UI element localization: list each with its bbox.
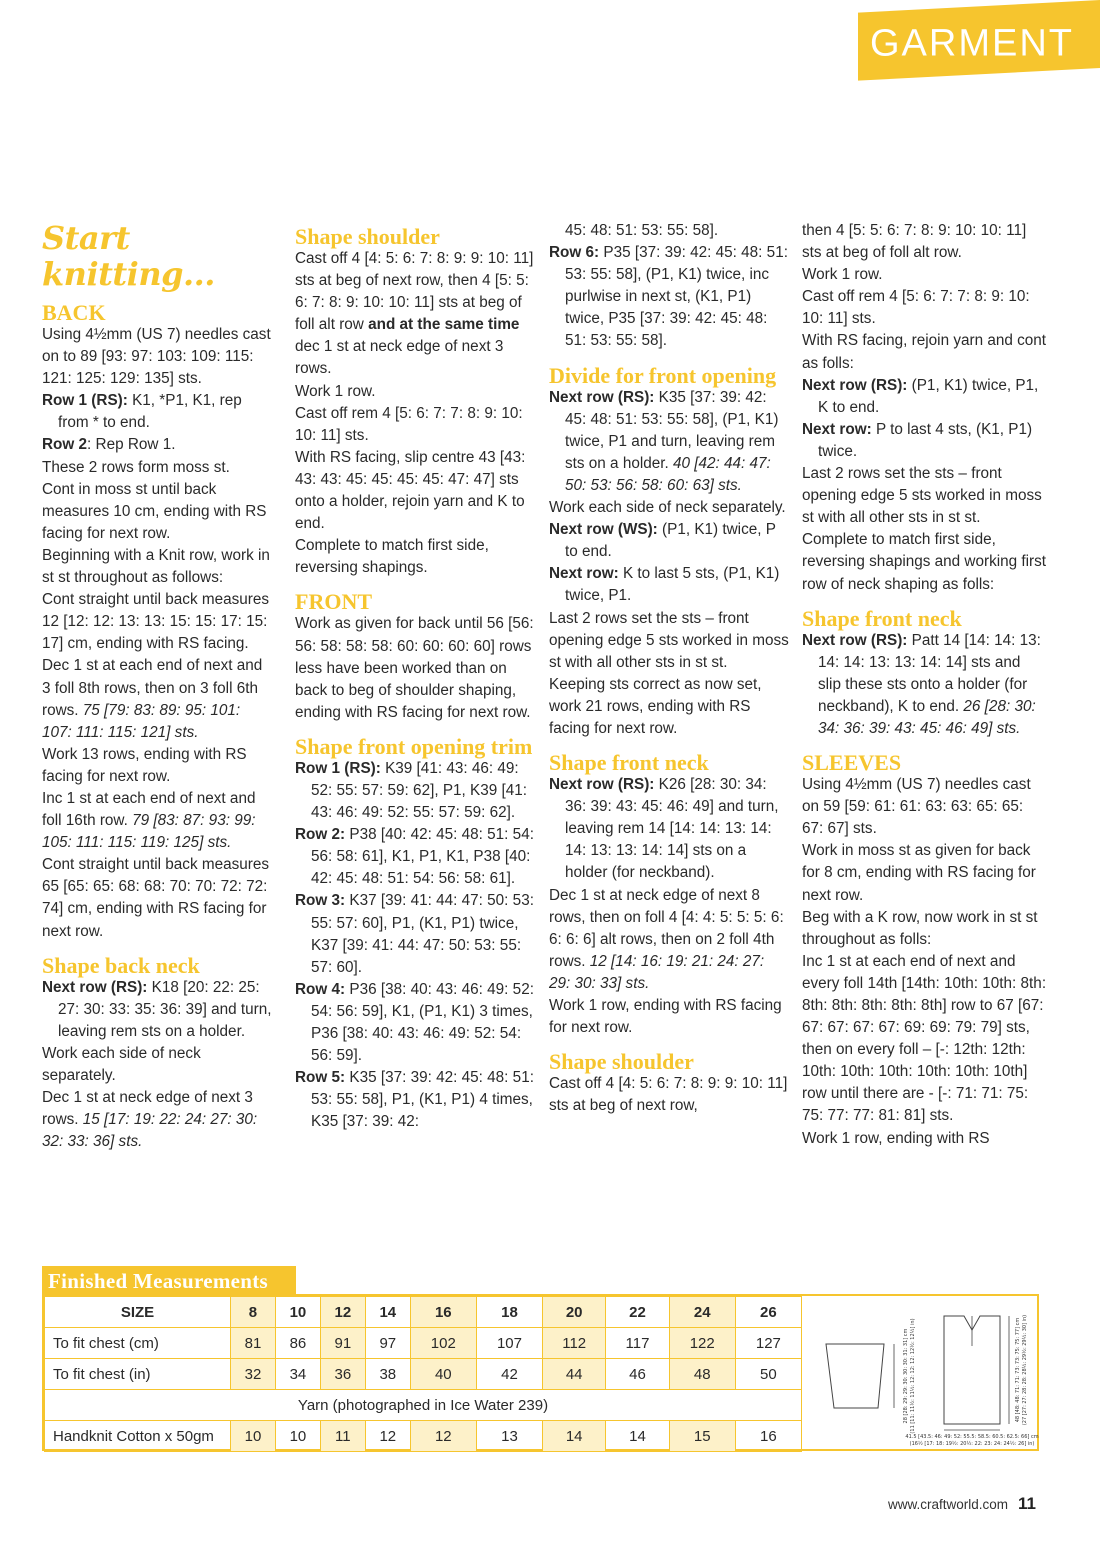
instruction-text: Complete to match first side, reversing shapings.: [295, 537, 489, 577]
row-label: Row 6:: [549, 244, 600, 262]
chest-cm-cell: 107: [476, 1328, 542, 1359]
section-heading: Shape shoulder: [295, 224, 440, 249]
instruction-text: : Rep Row 1.: [87, 436, 176, 454]
chest-cm-cell: 102: [410, 1328, 476, 1359]
table-row-chest-cm: [45, 1328, 802, 1359]
instruction-text: Work 13 rows, ending with RS facing for next row.: [42, 745, 247, 785]
yarn-cell: 11: [320, 1421, 365, 1452]
instruction-paragraph: [802, 951, 1047, 1128]
section-tab-label: GARMENT: [870, 22, 1074, 65]
instruction-paragraph: [295, 613, 535, 723]
instruction-text: These 2 rows form moss st.: [42, 458, 230, 476]
row-label: Row 5:: [295, 1069, 346, 1087]
sizes-cell: 14: [365, 1297, 410, 1328]
instruction-paragraph: [42, 977, 274, 1043]
instruction-paragraph: [802, 220, 1047, 264]
instruction-paragraph: [42, 1087, 274, 1153]
instruction-text: Inc 1 st at each end of next and every foll 14th [14th: 10th: 10th: 8th: 8th: 8th: 8th: 8th: 8th] row to 67 [67: 67: 67: 67: 67: 69: 69: 79: 79] sts, then on every foll – [-: 12th: 12th: 10th: 10th: 10th: 10th: 10th: 10th] row until there are - [-: 71: 71: 75: 75: 77: 77: 81: 81] sts.: [802, 952, 1047, 1125]
instruction-paragraph: [42, 744, 274, 788]
instruction-paragraph: [549, 242, 789, 352]
sleeve-length-in-label: (11 [11: 11½: 11½: 12: 12: 12: 12½: 12½] in): [910, 1318, 916, 1434]
row-label: Next row:: [802, 420, 872, 438]
instruction-text: Complete to match first side, reversing shapings and working first row of neck shaping as folls:: [802, 531, 1047, 593]
yarn-cell: 13: [476, 1421, 542, 1452]
column-1: [42, 220, 274, 1153]
row-label: Next row (RS):: [549, 388, 655, 406]
instruction-text: dec 1 st at neck edge of next 3 rows.: [295, 338, 504, 378]
chest-in-cell: 42: [476, 1359, 542, 1390]
row-label: Row 2:: [295, 826, 346, 844]
page-title: Start knitting...: [42, 219, 215, 293]
instruction-paragraph: [549, 674, 789, 740]
instruction-paragraph: [802, 630, 1047, 740]
instruction-paragraph: [549, 519, 789, 563]
instruction-text: P38 [40: 42: 45: 48: 51: 54: 56: 58: 61], K1, P1, K1, P38 [40: 42: 45: 48: 51: 54: 56: 58: 61].: [311, 826, 534, 888]
row-label: Next row (WS):: [549, 521, 658, 539]
chest-in-cell: 44: [543, 1359, 606, 1390]
chest-in-cell: 36: [320, 1359, 365, 1390]
column-4-body: [802, 220, 1047, 1150]
instruction-text: 45: 48: 51: 53: 55: 58].: [565, 222, 719, 239]
instruction-paragraph: [549, 774, 789, 884]
instruction-text: 26 [28: 30: 34: 36: 39: 43: 45: 46: 49] sts.: [818, 697, 1036, 737]
instruction-text: Dec 1 st at neck edge of next 8 rows, then on foll 4 [4: 4: 5: 5: 5: 6: 6: 6: 6] alt rows, then on 2 foll 4th rows.: [549, 886, 784, 970]
column-3-body: [549, 220, 789, 1117]
instruction-paragraph: [549, 563, 789, 607]
instruction-paragraph: [295, 535, 535, 579]
measurements-title: Finished Measurements: [42, 1266, 296, 1296]
chest-in-cell: 48: [669, 1359, 735, 1390]
sizes-cell: 8: [231, 1297, 276, 1328]
instruction-text: 40 [42: 44: 47: 50: 53: 56: 58: 60: 63] sts.: [565, 454, 771, 494]
instruction-paragraph: [42, 589, 274, 655]
instruction-text: K26 [28: 30: 34: 36: 39: 43: 45: 46: 49] and turn, leaving rem 14 [14: 14: 13: 14: 14: 13: 13: 14: 14] sts on a holder (for neckband).: [565, 776, 779, 882]
instruction-paragraph: [549, 387, 789, 497]
yarn-label: Handknit Cotton x 50gm: [45, 1421, 231, 1452]
width-in-label: (16½ [17: 18: 19½: 20½: 22: 23: 24: 24½: 26] in): [909, 1441, 1035, 1447]
instruction-text: P to last 4 sts, (K1, P1) twice.: [818, 420, 1033, 460]
instruction-paragraph: [42, 788, 274, 854]
instruction-text: With RS facing, slip centre 43 [43: 43: 43: 45: 45: 45: 45: 47: 47] sts onto a holder, rejoin yarn and K to end.: [295, 448, 526, 533]
instruction-paragraph: [42, 434, 274, 456]
instruction-paragraph: [42, 479, 274, 545]
instruction-text: then 4 [5: 5: 6: 7: 8: 9: 10: 10: 11] sts at beg of foll alt row.: [802, 222, 1027, 262]
instruction-paragraph: [802, 375, 1047, 419]
section-tab: [858, 0, 1100, 81]
row-label: and at the same time: [368, 316, 520, 334]
chest-in-label: To fit chest (in): [45, 1359, 231, 1390]
yarn-cell: 14: [606, 1421, 669, 1452]
chest-cm-cell: 127: [735, 1328, 801, 1359]
instruction-text: K to last 5 sts, (P1, K1) twice, P1.: [565, 565, 780, 605]
section-heading: Shape front neck: [802, 605, 962, 631]
sizes-cell: 12: [320, 1297, 365, 1328]
yarn-cell: 12: [410, 1421, 476, 1452]
measurements-box: [42, 1294, 1039, 1451]
instruction-text: (P1, K1) twice, P to end.: [565, 521, 776, 561]
chest-in-cell: 50: [735, 1359, 801, 1390]
instruction-text: Cast off rem 4 [5: 6: 7: 7: 8: 9: 10: 10: 11] sts.: [295, 404, 523, 444]
chest-cm-cell: 112: [543, 1328, 606, 1359]
sizes-cell: 10: [275, 1297, 320, 1328]
column-4: [802, 220, 1047, 1150]
column-3: [549, 220, 789, 1117]
sizes-cell: 16: [410, 1297, 476, 1328]
sizes-cell: 20: [543, 1297, 606, 1328]
instruction-paragraph: [802, 1128, 1047, 1150]
row-label: Next row (RS):: [42, 978, 148, 996]
instruction-text: Cast off 4 [4: 5: 6: 7: 8: 9: 9: 10: 11] sts at beg of next row,: [549, 1075, 788, 1115]
instruction-paragraph: [802, 264, 1047, 286]
instruction-paragraph: [802, 463, 1047, 529]
instruction-paragraph: [295, 890, 535, 978]
instruction-text: P36 [38: 40: 43: 46: 49: 52: 54: 56: 59], K1, (P1, K1) 3 times, P36 [38: 40: 43: 46: 49: 52: 54: 56: 59].: [311, 980, 534, 1065]
chest-cm-cell: 91: [320, 1328, 365, 1359]
yarn-cell: 14: [543, 1421, 606, 1452]
instruction-paragraph: [42, 457, 274, 479]
instruction-paragraph: [295, 824, 535, 890]
instruction-text: Last 2 rows set the sts – front opening edge 5 sts worked in moss st with all other sts in st st.: [549, 609, 789, 671]
yarn-cell: 10: [231, 1421, 276, 1452]
yarn-cell: 16: [735, 1421, 801, 1452]
instruction-paragraph: [295, 447, 535, 535]
instruction-paragraph: [42, 324, 274, 390]
instruction-paragraph: [802, 907, 1047, 951]
table-row-size: [45, 1297, 802, 1328]
sizes-cell: 18: [476, 1297, 542, 1328]
instruction-text: Inc 1 st at each end of next and foll 16th row.: [42, 789, 256, 830]
instruction-paragraph: [549, 608, 789, 674]
instruction-text: With RS facing, rejoin yarn and cont as folls:: [802, 332, 1047, 372]
body-length-label: 48 [48: 48: 71: 71: 73: 73: 75: 75: 77] cm: [1015, 1317, 1021, 1423]
instruction-paragraph: [802, 419, 1047, 463]
instruction-text: Work 1 row.: [802, 266, 883, 284]
row-label: Row 3:: [295, 892, 346, 910]
row-label: Next row (RS):: [549, 776, 655, 794]
instruction-text: 15 [17: 19: 22: 24: 27: 30: 32: 33: 36] sts.: [42, 1111, 258, 1151]
instruction-paragraph: [295, 1067, 535, 1133]
section-heading: Shape front opening trim: [295, 733, 533, 759]
row-label: Next row (RS):: [802, 376, 908, 394]
instruction-paragraph: [295, 758, 535, 824]
schematic-diagram: [804, 1296, 1039, 1449]
instruction-text: Work 1 row, ending with RS facing for next row.: [549, 997, 782, 1037]
section-heading: Shape front neck: [549, 750, 709, 776]
chest-in-cell: 34: [275, 1359, 320, 1390]
chest-in-cell: 46: [606, 1359, 669, 1390]
instruction-paragraph: [549, 220, 789, 242]
instruction-text: Beg with a K row, now work in st st throughout as folls:: [802, 908, 1038, 948]
instruction-paragraph: [802, 286, 1047, 330]
page-number: 11: [1018, 1494, 1036, 1513]
instruction-paragraph: [42, 1043, 274, 1087]
section-heading: FRONT: [295, 589, 372, 615]
instruction-text: Cont straight until back measures 65 [65: 65: 68: 68: 70: 70: 72: 72: 74] cm, ending with RS facing for next row.: [42, 856, 270, 940]
instruction-text: (P1, K1) twice, P1, K to end.: [818, 376, 1039, 416]
instruction-paragraph: [802, 774, 1047, 840]
chest-cm-cell: 81: [231, 1328, 276, 1359]
instruction-paragraph: [42, 390, 274, 434]
instruction-paragraph: [295, 248, 535, 381]
instruction-paragraph: [295, 381, 535, 403]
sizes-cell: 24: [669, 1297, 735, 1328]
instruction-text: K18 [20: 22: 25: 27: 30: 33: 35: 36: 39] and turn, leaving rem sts on a holder.: [58, 978, 272, 1040]
instruction-text: K35 [37: 39: 42: 45: 48: 51: 53: 55: 58], P1, (K1, P1) 4 times, K35 [37: 39: 42:: [311, 1069, 534, 1131]
sleeve-length-label: 28 [28: 29: 29: 30: 30: 30: 31: 31] cm: [903, 1328, 909, 1424]
body-length-in-label: (27 [27: 27: 28: 28: 28½: 29½: 29½: 30] in): [1022, 1314, 1028, 1426]
row-label: Row 1 (RS):: [42, 392, 128, 410]
instruction-paragraph: [295, 403, 535, 447]
instruction-text: Cont straight until back measures 12 [12: 12: 13: 13: 15: 15: 17: 15: 17] cm, ending with RS facing.: [42, 591, 270, 653]
instruction-paragraph: [42, 655, 274, 743]
row-label: Row 4:: [295, 980, 346, 998]
sleeve-outline: [826, 1344, 884, 1408]
page-footer: [888, 1494, 1036, 1514]
size-label: SIZE: [45, 1297, 231, 1328]
yarn-cell: 12: [365, 1421, 410, 1452]
instruction-paragraph: [295, 979, 535, 1067]
measurements-table: [44, 1296, 802, 1452]
instruction-text: Keeping sts correct as now set, work 21 rows, ending with RS facing for next row.: [549, 675, 762, 737]
section-heading: Divide for front opening: [549, 362, 777, 388]
instruction-text: Cast off 4 [4: 5: 6: 7: 8: 9: 9: 10: 11] sts at beg of next row, then 4 [5: 5: 6: 7: 8: 9: 10: 10: 11] sts at beg of foll alt row: [295, 250, 534, 334]
column-1-body: [42, 302, 274, 1153]
footer-url: www.craftworld.com: [887, 1497, 1009, 1512]
row-label: Next row (RS):: [802, 631, 908, 649]
instruction-text: Dec 1 st at neck edge of next 3 rows.: [42, 1089, 253, 1129]
instruction-text: Work in moss st as given for back for 8 cm, ending with RS facing for next row.: [802, 842, 1036, 904]
instruction-text: Cast off rem 4 [5: 6: 7: 7: 8: 9: 10: 10: 11] sts.: [802, 288, 1030, 328]
instruction-text: Beginning with a Knit row, work in st st throughout as follows:: [42, 546, 270, 587]
column-2: [295, 226, 535, 1133]
instruction-text: P35 [37: 39: 42: 45: 48: 51: 53: 55: 58], (P1, K1) twice, inc purlwise in next st, (K1, P1) twice, P35 [37: 39: 42: 45: 48: 51: 53: 55: 58].: [565, 244, 788, 350]
instruction-paragraph: [549, 1073, 789, 1117]
width-label: 41.5 [43.5: 46: 49: 52: 55.5: 58.5: 60.5: 62.5: 66] cm: [905, 1434, 1039, 1440]
instruction-text: 12 [14: 16: 19: 21: 24: 27: 29: 30: 33] sts.: [549, 952, 765, 992]
instruction-text: Patt 14 [14: 14: 13: 14: 14: 13: 13: 14: 14] sts and slip these sts onto a holder (for neckband), K to end.: [818, 631, 1041, 715]
chest-in-cell: 32: [231, 1359, 276, 1390]
instruction-text: Dec 1 st at each end of next and 3 foll 8th rows, then on 3 foll 6th rows.: [42, 657, 263, 719]
sizes-cell: 26: [735, 1297, 801, 1328]
instruction-text: K1, *P1, K1, rep from * to end.: [58, 392, 242, 432]
section-heading: SLEEVES: [802, 750, 902, 776]
section-heading: Shape back neck: [42, 952, 200, 978]
sizes-cell: 22: [606, 1297, 669, 1328]
yarn-note: Yarn (photographed in Ice Water 239): [45, 1390, 802, 1421]
schematic-svg: [804, 1296, 1039, 1449]
instruction-text: Work each side of neck separately.: [42, 1044, 201, 1084]
chest-in-cell: 40: [410, 1359, 476, 1390]
yarn-cell: 15: [669, 1421, 735, 1452]
yarn-cell: 10: [275, 1421, 320, 1452]
instruction-paragraph: [42, 545, 274, 589]
table-row-yarn: [45, 1421, 802, 1452]
section-heading: BACK: [42, 300, 106, 325]
instruction-text: Work 1 row, ending with RS: [802, 1129, 990, 1147]
instruction-paragraph: [802, 840, 1047, 906]
chest-cm-cell: 97: [365, 1328, 410, 1359]
instruction-text: Work 1 row.: [295, 382, 376, 400]
table-row-chest-in: [45, 1359, 802, 1390]
instruction-text: 75 [79: 83: 89: 95: 101: 107: 111: 115: 121] sts.: [42, 701, 241, 741]
instruction-text: Last 2 rows set the sts – front opening edge 5 sts worked in moss st with all other sts in st st.: [802, 465, 1042, 527]
instruction-paragraph: [549, 497, 789, 519]
instruction-text: Using 4½mm (US 7) needles cast on 59 [59: 61: 61: 63: 63: 65: 65: 67: 67] sts.: [802, 776, 1031, 838]
chest-cm-cell: 122: [669, 1328, 735, 1359]
chest-cm-label: To fit chest (cm): [45, 1328, 231, 1359]
instruction-paragraph: [802, 529, 1047, 595]
chest-cm-cell: 117: [606, 1328, 669, 1359]
instruction-text: Cont in moss st until back measures 10 cm, ending with RS facing for next row.: [42, 480, 267, 542]
instruction-paragraph: [42, 854, 274, 942]
instruction-paragraph: [549, 885, 789, 995]
row-label: Next row:: [549, 565, 619, 583]
chest-cm-cell: 86: [275, 1328, 320, 1359]
instruction-paragraph: [549, 995, 789, 1039]
column-2-body: [295, 226, 535, 1133]
chest-in-cell: 38: [365, 1359, 410, 1390]
instruction-text: K37 [39: 41: 44: 47: 50: 53: 55: 57: 60], P1, (K1, P1) twice, K37 [39: 41: 44: 47: 50: 53: 55: 57: 60].: [311, 892, 534, 976]
table-row-yarn-note: [45, 1390, 802, 1421]
instruction-text: 79 [83: 87: 93: 99: 105: 111: 115: 119: 125] sts.: [42, 812, 256, 852]
instruction-paragraph: [802, 330, 1047, 374]
row-label: Row 2: [42, 436, 88, 454]
instruction-text: K39 [41: 43: 46: 49: 52: 55: 57: 59: 62], P1, K39 [41: 43: 46: 49: 52: 55: 57: 59: 62].: [311, 759, 528, 822]
instruction-text: Work as given for back until 56 [56: 56: 58: 58: 58: 60: 60: 60: 60] rows less have been worked than on back to beg of shoulder shaping, ending with RS facing for next row.: [295, 615, 534, 721]
instruction-text: Work each side of neck separately.: [549, 499, 786, 517]
row-label: Row 1 (RS):: [295, 759, 381, 777]
instruction-text: Using 4½mm (US 7) needles cast on to 89 [93: 97: 103: 109: 115: 121: 125: 129: 135] sts.: [42, 326, 271, 388]
instruction-text: K35 [37: 39: 42: 45: 48: 51: 53: 55: 58], (P1, K1) twice, P1 and turn, leaving rem sts on a holder.: [565, 388, 779, 472]
section-heading: Shape shoulder: [549, 1049, 694, 1075]
